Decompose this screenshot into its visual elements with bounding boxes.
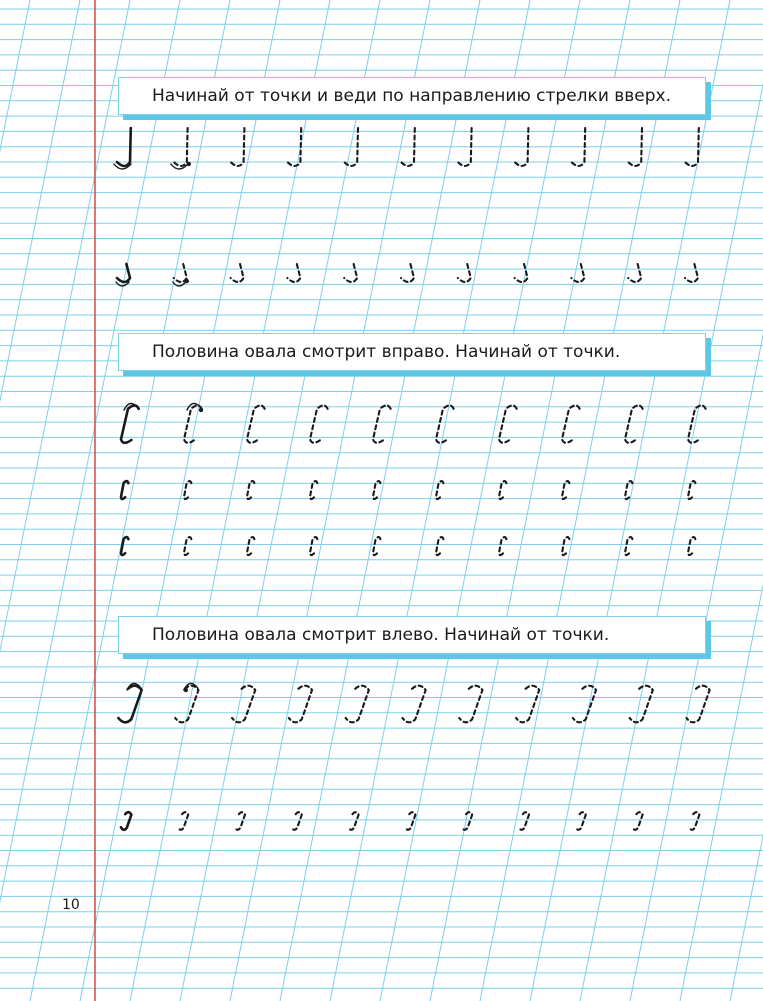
left-half-oval-glyph-small-trace xyxy=(178,812,188,830)
right-half-oval-glyph-trace xyxy=(499,405,517,442)
page-number: 10 xyxy=(62,897,80,913)
right-half-oval-glyph-small-trace xyxy=(625,481,632,499)
left-half-oval-glyph-small-trace xyxy=(689,812,699,830)
left-half-oval-glyph-small-trace xyxy=(519,812,529,830)
right-half-oval-glyph-small-trace xyxy=(499,481,506,499)
row-left-half-oval-small xyxy=(121,812,699,830)
row-left-half-oval-tall xyxy=(118,683,709,722)
right-half-oval-glyph-small-sample xyxy=(121,537,128,555)
hook-glyph-small-trace xyxy=(401,264,414,282)
right-half-oval-glyph-small-trace xyxy=(436,537,443,555)
right-half-oval-glyph-trace xyxy=(373,405,391,442)
right-half-oval-glyph-small-trace xyxy=(625,537,632,555)
left-half-oval-glyph-small-trace xyxy=(348,812,358,830)
hook-glyph-trace xyxy=(287,128,301,166)
right-half-oval-glyph-small-trace xyxy=(499,537,506,555)
left-half-oval-glyph-trace xyxy=(175,683,198,722)
hook-glyph-small-trace xyxy=(287,264,300,282)
hook-glyph-small-trace xyxy=(571,264,584,282)
right-half-oval-glyph-trace xyxy=(625,405,643,442)
right-half-oval-glyph-small-trace xyxy=(436,481,443,499)
hook-glyph-small-trace xyxy=(458,264,471,282)
left-half-oval-glyph-trace xyxy=(686,686,709,723)
right-half-oval-glyph-trace xyxy=(436,405,454,442)
hook-glyph-trace xyxy=(171,128,191,169)
hook-glyph-small-trace xyxy=(628,264,641,282)
right-half-oval-glyph-small-trace xyxy=(184,481,191,499)
left-half-oval-glyph-small-trace xyxy=(462,812,472,830)
right-half-oval-glyph-small-trace xyxy=(373,537,380,555)
hook-glyph-small-trace xyxy=(685,264,698,282)
left-half-oval-glyph-small-trace xyxy=(291,812,301,830)
right-half-oval-glyph-sample xyxy=(121,403,139,442)
hook-glyph-small-trace xyxy=(231,264,244,282)
hook-glyph-small-trace xyxy=(515,264,528,282)
left-half-oval-glyph-small-trace xyxy=(235,812,245,830)
row-hook-tall xyxy=(114,128,699,169)
instruction-text-hook: Начинай от точки и веди по направлению стрелки вверх. xyxy=(152,86,672,106)
right-half-oval-glyph-small-trace xyxy=(247,537,254,555)
right-half-oval-glyph-small-trace xyxy=(562,537,569,555)
left-half-oval-glyph-trace xyxy=(630,686,653,723)
hook-glyph-sample xyxy=(114,128,131,169)
right-half-oval-glyph-trace xyxy=(562,405,580,442)
right-half-oval-glyph-small-trace xyxy=(688,537,695,555)
hook-glyph-small-sample xyxy=(116,264,130,286)
right-half-oval-glyph-trace xyxy=(247,405,265,442)
hook-glyph-trace xyxy=(344,128,358,166)
left-half-oval-glyph-small-trace xyxy=(405,812,415,830)
left-half-oval-glyph-trace xyxy=(459,686,482,723)
right-half-oval-glyph-small-sample xyxy=(121,481,128,499)
left-half-oval-glyph-trace xyxy=(516,686,539,723)
left-half-oval-glyph-small-sample xyxy=(121,812,131,830)
left-half-oval-glyph-trace xyxy=(346,686,369,723)
right-half-oval-glyph-small-trace xyxy=(373,481,380,499)
right-half-oval-glyph-small-trace xyxy=(310,537,317,555)
instruction-text-right-half-oval: Половина овала смотрит вправо. Начинай от точки. xyxy=(152,342,621,362)
left-half-oval-glyph-small-trace xyxy=(575,812,585,830)
left-half-oval-glyph-sample xyxy=(118,683,141,722)
hook-glyph-small-trace xyxy=(344,264,357,282)
row-hook-short xyxy=(116,264,698,286)
right-half-oval-glyph-small-trace xyxy=(247,481,254,499)
right-half-oval-glyph-trace xyxy=(688,405,706,442)
row-right-half-oval-small-1 xyxy=(121,481,695,499)
right-half-oval-glyph-small-trace xyxy=(688,481,695,499)
left-half-oval-glyph-trace xyxy=(402,686,425,723)
left-half-oval-glyph-trace xyxy=(289,686,312,723)
hook-glyph-trace xyxy=(458,128,472,166)
row-right-half-oval-tall xyxy=(121,403,706,442)
left-half-oval-glyph-trace xyxy=(573,686,596,723)
left-half-oval-glyph-trace xyxy=(232,686,255,723)
hook-glyph-trace xyxy=(515,128,529,166)
right-half-oval-glyph-small-trace xyxy=(184,537,191,555)
hook-glyph-trace xyxy=(685,128,699,166)
right-half-oval-glyph-small-trace xyxy=(562,481,569,499)
hook-glyph-trace xyxy=(628,128,642,166)
left-half-oval-glyph-small-trace xyxy=(632,812,642,830)
row-right-half-oval-small-2 xyxy=(121,537,695,555)
hook-glyph-trace xyxy=(571,128,585,166)
instruction-text-left-half-oval: Половина овала смотрит влево. Начинай от точки. xyxy=(152,625,610,645)
hook-glyph-trace xyxy=(401,128,415,166)
right-half-oval-glyph-trace xyxy=(310,405,328,442)
hook-glyph-small-trace xyxy=(173,264,189,286)
hook-glyph-trace xyxy=(231,128,245,166)
right-half-oval-glyph-trace xyxy=(184,403,203,442)
right-half-oval-glyph-small-trace xyxy=(310,481,317,499)
